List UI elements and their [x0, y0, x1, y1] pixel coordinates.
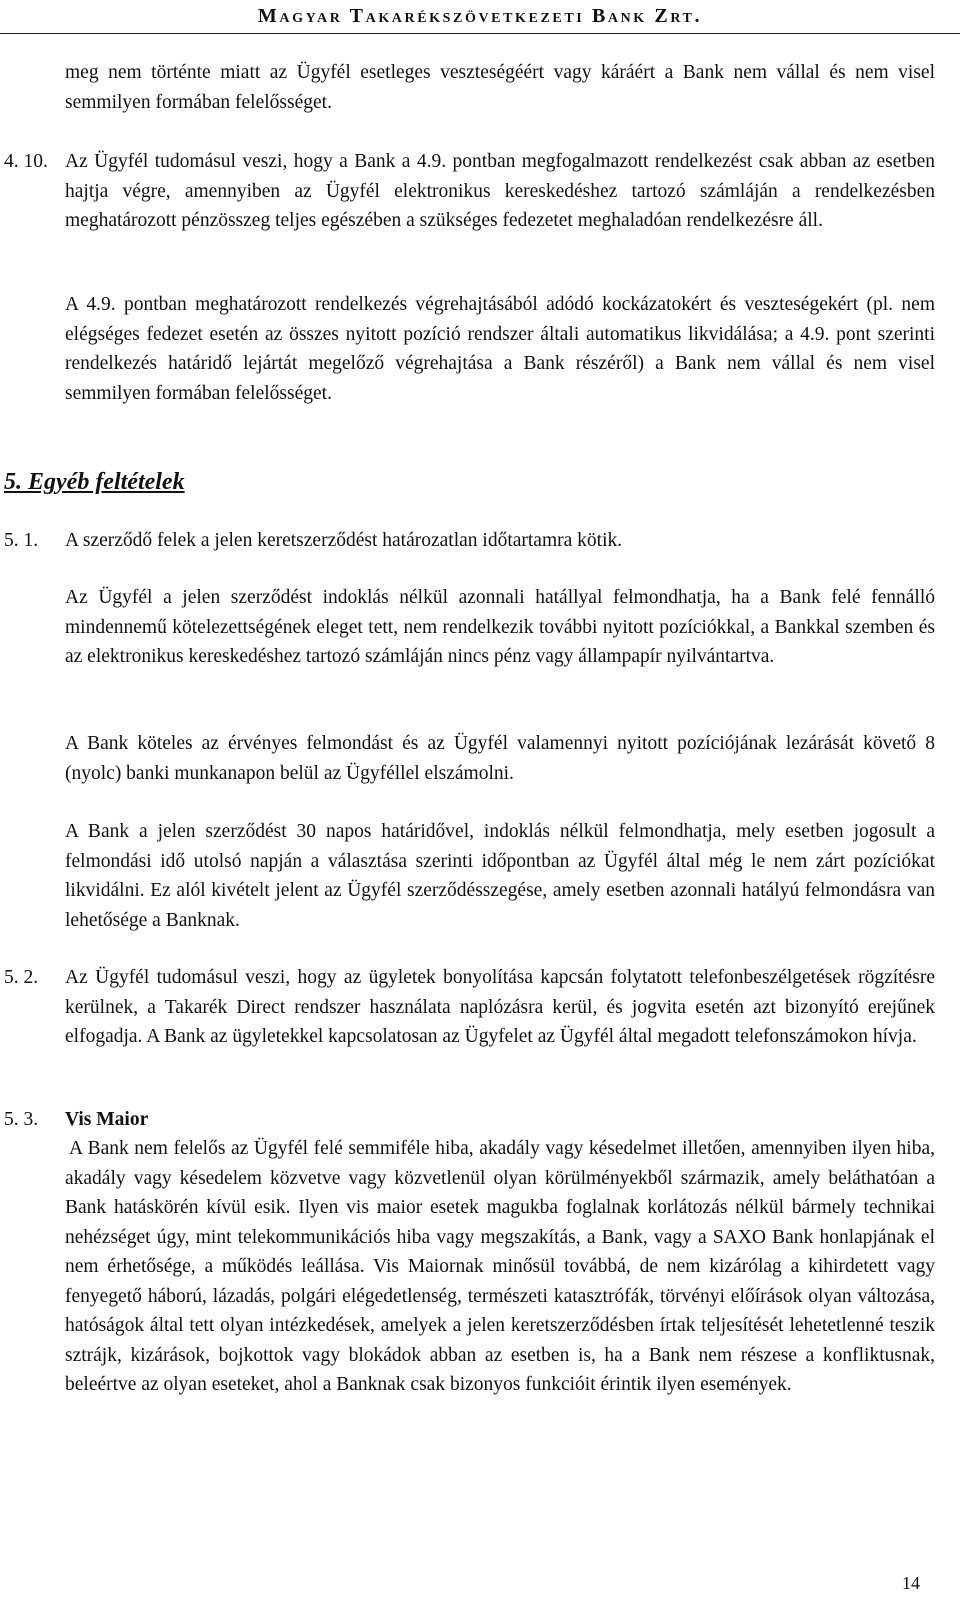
section-4-10-paragraph-2: A 4.9. pontban meghatározott rendelkezés végrehajtásából adódó kockázatokért és veszteségekért (pl. nem elégséges fedezet esetén az összes nyitott pozíció rendszer általi automatikus likvidálása; a 4.9. pont szerinti rendelkezés határidő lejártát megelőző végrehajtása a Bank részéről) a Bank nem vállal és nem visel semmilyen formában felelősséget.: [65, 294, 935, 404]
section-4-10-paragraph-1: Az Ügyfél tudomásul veszi, hogy a Bank a 4.9. pontban megfogalmazott rendelkezést csak abban az esetben hajtja végre, amennyiben az Ügyfél elektronikus kereskedéshez tartozó számláján a rendelkezésben meghatározott pénzösszeg teljes egészében a szükséges fedezetet meghaladóan rendelkezésre áll.: [65, 151, 935, 231]
intro-paragraph: meg nem történte miatt az Ügyfél esetleges veszteségéért vagy káráért a Bank nem vállal és nem visel semmilyen formában felelősséget.: [65, 62, 935, 113]
section-number-5-1: 5. 1.: [4, 530, 39, 551]
section-number-4-10: 4. 10.: [4, 151, 48, 172]
page-number: 14: [902, 1573, 920, 1593]
section-5-1-paragraph-2: Az Ügyfél a jelen szerződést indoklás nélkül azonnali hatállyal felmondhatja, ha a Bank felé fennálló mindennemű kötelezettségének eleget tett, nem rendelkezik további nyitott pozíciókkal, a Bankkal szemben és az elektronikus kereskedéshez tartozó számláján nincs pénz vagy állampapír nyilvántartva.: [65, 587, 935, 667]
section-number-5-3: 5. 3.: [4, 1109, 39, 1130]
document-header-title: Magyar Takarékszövetkezeti Bank Zrt.: [257, 5, 703, 27]
section-number-5-2: 5. 2.: [4, 967, 39, 988]
section-5-1-paragraph-1: A szerződő felek a jelen keretszerződést határozatlan időtartamra kötik.: [65, 530, 623, 551]
vis-maior-heading: Vis Maior: [65, 1109, 149, 1130]
section-5-1-paragraph-3: A Bank köteles az érvényes felmondást és az Ügyfél valamennyi nyitott pozíciójának lezárását követő 8 (nyolc) banki munkanapon belül az Ügyféllel elszámolni.: [65, 733, 935, 784]
header-divider: [0, 33, 960, 34]
vis-maior-paragraph: A Bank nem felelős az Ügyfél felé semmiféle hiba, akadály vagy késedelmet illetően, amennyiben ilyen hiba, akadály vagy késedelem közvetve vagy közvetlenül olyan körülményekből származik, amely beláthatóan a Bank hatáskörén kívül esik. Ilyen vis maior esetek magukba foglalnak korlátozás nélkül bármely technikai nehézséget úgy, mint telekommunikációs hiba vagy megszakítás, a Bank, vagy a SAXO Bank honlapjának el nem érhetősége, a működés leállása. Vis Maiornak minősül továbbá, de nem kizárólag a kihirdetett vagy fenyegető háború, lázadás, polgári elégedetlenség, természeti katasztrófák, törvényi előírások olyan változása, hatóságok által tett olyan intézkedések, amelyek a jelen keretszerződésben írtak teljesítését lehetetlenné teszik sztrájk, kizárások, bojkottok vagy blokádok abban az esetben is, ha a Bank nem részese a konfliktusnak, beleértve az olyan eseteket, ahol a Banknak csak bizonyos funkcióit érintik ilyen események.: [65, 1138, 935, 1395]
section-5-heading: 5. Egyéb feltételek: [4, 469, 185, 495]
section-5-2-paragraph: Az Ügyfél tudomásul veszi, hogy az ügyletek bonyolítása kapcsán folytatott telefonbeszélgetések rögzítésre kerülnek, a Takarék Direct rendszer használata naplózásra kerül, és jogvita esetén azt bizonyító erejűnek elfogadja. A Bank az ügyletekkel kapcsolatosan az Ügyfelet az Ügyfél által megadott telefonszámokon hívja.: [65, 967, 935, 1047]
section-5-1-paragraph-4: A Bank a jelen szerződést 30 napos határidővel, indoklás nélkül felmondhatja, mely esetben jogosult a felmondási idő utolsó napján a választása szerinti időpontban az Ügyfél által még le nem zárt pozíciókat likvidálni. Ez alól kivételt jelent az Ügyfél szerződésszegése, amely esetben azonnali hatályú felmondásra van lehetősége a Banknak.: [65, 821, 935, 931]
